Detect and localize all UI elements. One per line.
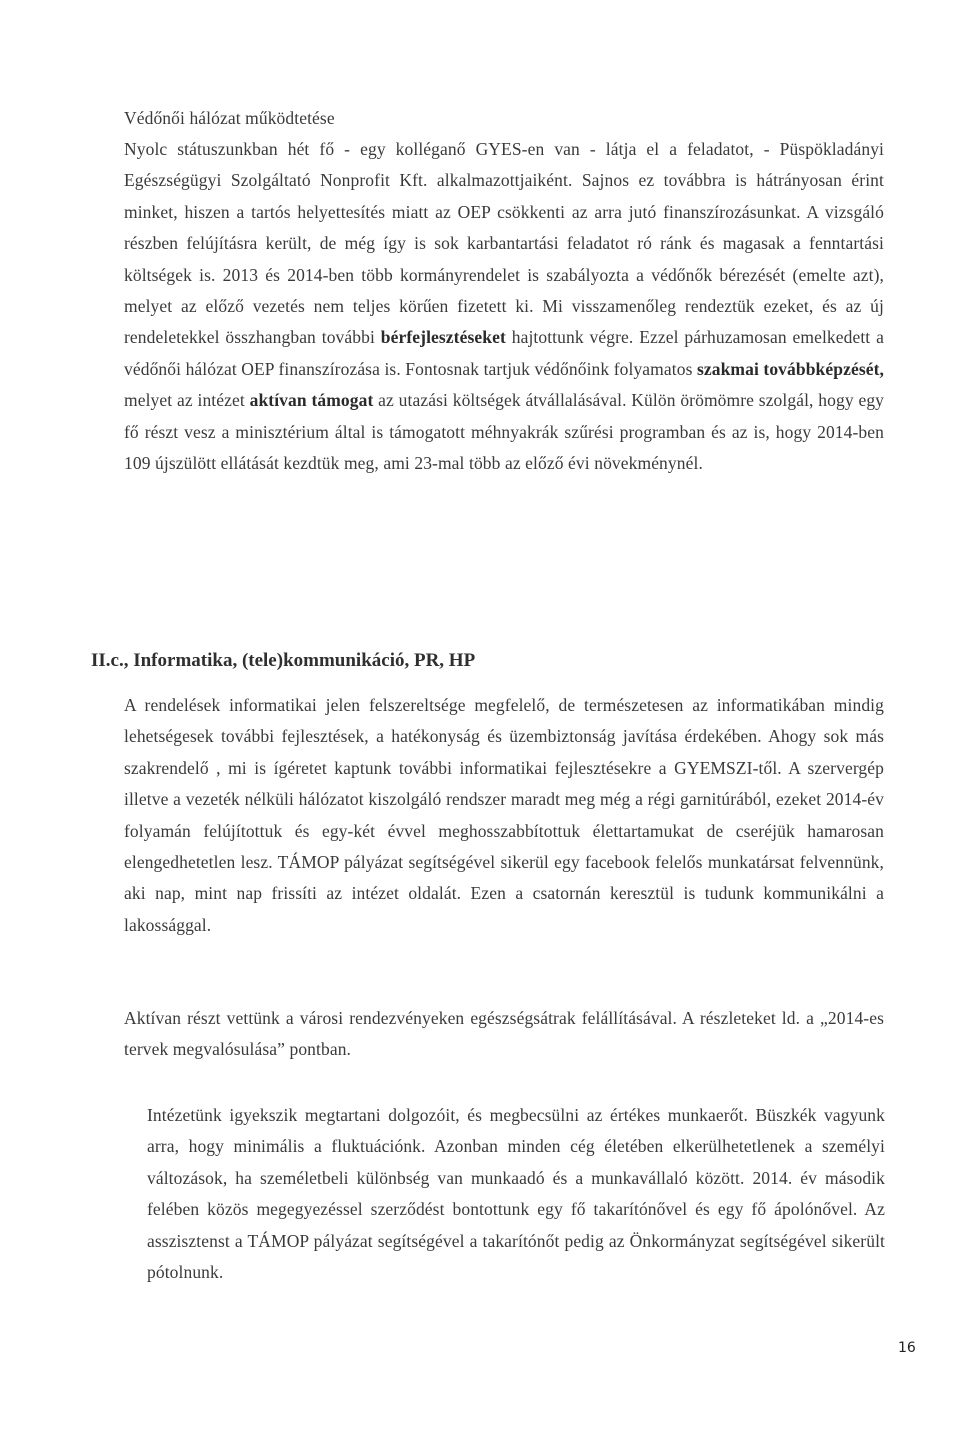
- paragraph-events: Aktívan részt vettünk a városi rendezvényeken egészségsátrak felállításával. A részleteket ld. a „2014-es tervek megvalósulása” pontban.: [124, 1008, 884, 1060]
- paragraph-informatics: A rendelések informatikai jelen felszereltsége megfelelő, de természetesen az informatikában mindig lehetségesek további fejlesztések, a hatékonyság és üzembiztonság javítása érdekében. Ahogy sok más szakrendelő , mi is ígéretet kaptunk további informatikai fejlesztésekre a GYEMSZI-től. A szervergép illetve a vezeték nélküli hálózatot kiszolgáló rendszer maradt meg még a régi garnitúrából, ezeket 2014-év folyamán felújítottuk és egy-két évvel meghosszabbítottuk élettartamukat de cseréjük hamarosan elengedhetetlen lesz. TÁMOP pályázat segítségével sikerül egy facebook felelős munkatársat felvennünk, aki nap, mint nap frissíti az intézet oldalát. Ezen a csatornán keresztül is tudunk kommunikálni a lakossággal.: [124, 695, 884, 935]
- intro-text-1: Nyolc státuszunkban hét fő - egy kolléganő GYES-en van - látja el a feladatot, - Püspökladányi Egészségügyi Szolgáltató Nonprofit Kft. alkalmazottjaiként. Sajnos ez továbbra is hátrányosan érint minket, hiszen a tartós helyettesítés miatt az OEP csökkenti az arra jutó finanszírozásunkat. A vizsgáló részben felújításra került, de még így is sok karbantartási feladatot ró ránk és magasak a fenntartási költségek is. 2013 és 2014-ben több kormányrendelet is szabályozta a védőnők bérezését (emelte azt), melyet az előző vezetés nem teljes körűen fizetett ki. Mi visszamenőleg rendeztük ezeket, és az új rendeletekkel összhangban további: [124, 139, 884, 348]
- section-heading: II.c., Informatika, (tele)kommunikáció, PR, HP: [91, 650, 476, 671]
- intro-text-2: hajtottunk végre. Ezzel párhuzamosan emelkedett a védőnői hálózat OEP finanszírozása is. Fontosnak tartjuk védőnőink folyamatos: [124, 327, 884, 379]
- intro-text-4: az utazási költségek átvállalásával. Külön örömömre szolgál, hogy egy fő részt vesz a minisztérium által is támogatott méhnyakrák szűrési programban és az is, hogy 2014-ben 109 újszülött ellátását kezdtük meg, ami 23-mal több az előző évi növekménynél.: [124, 390, 885, 474]
- page-number: 16: [898, 1340, 916, 1356]
- intro-bold-1: bérfejlesztéseket: [380, 327, 506, 348]
- paragraph-staff: Intézetünk igyekszik megtartani dolgozóit, és megbecsülni az értékes munkaerőt. Büszkék vagyunk arra, hogy minimális a fluktuációnk. Azonban minden cég életében elkerülhetetlenek a személyi változások, ha személetbeli különbség van munkaadó és a munkavállaló között. 2014. év második felében közös megegyezéssel szerződést bontottunk egy fő takarítónővel és egy fő ápolónővel. Az asszisztenst a TÁMOP pályázat segítségével a takarítónőt pedig az Önkormányzat segítségével sikerült pótolnunk.: [147, 1105, 885, 1283]
- intro-bold-3: aktívan támogat: [249, 390, 374, 411]
- intro-text-3: melyet az intézet: [124, 390, 250, 411]
- intro-title: Védőnői hálózat működtetése: [124, 108, 335, 128]
- intro-bold-2: szakmai továbbképzését,: [696, 358, 884, 379]
- intro-paragraph: [124, 134, 884, 479]
